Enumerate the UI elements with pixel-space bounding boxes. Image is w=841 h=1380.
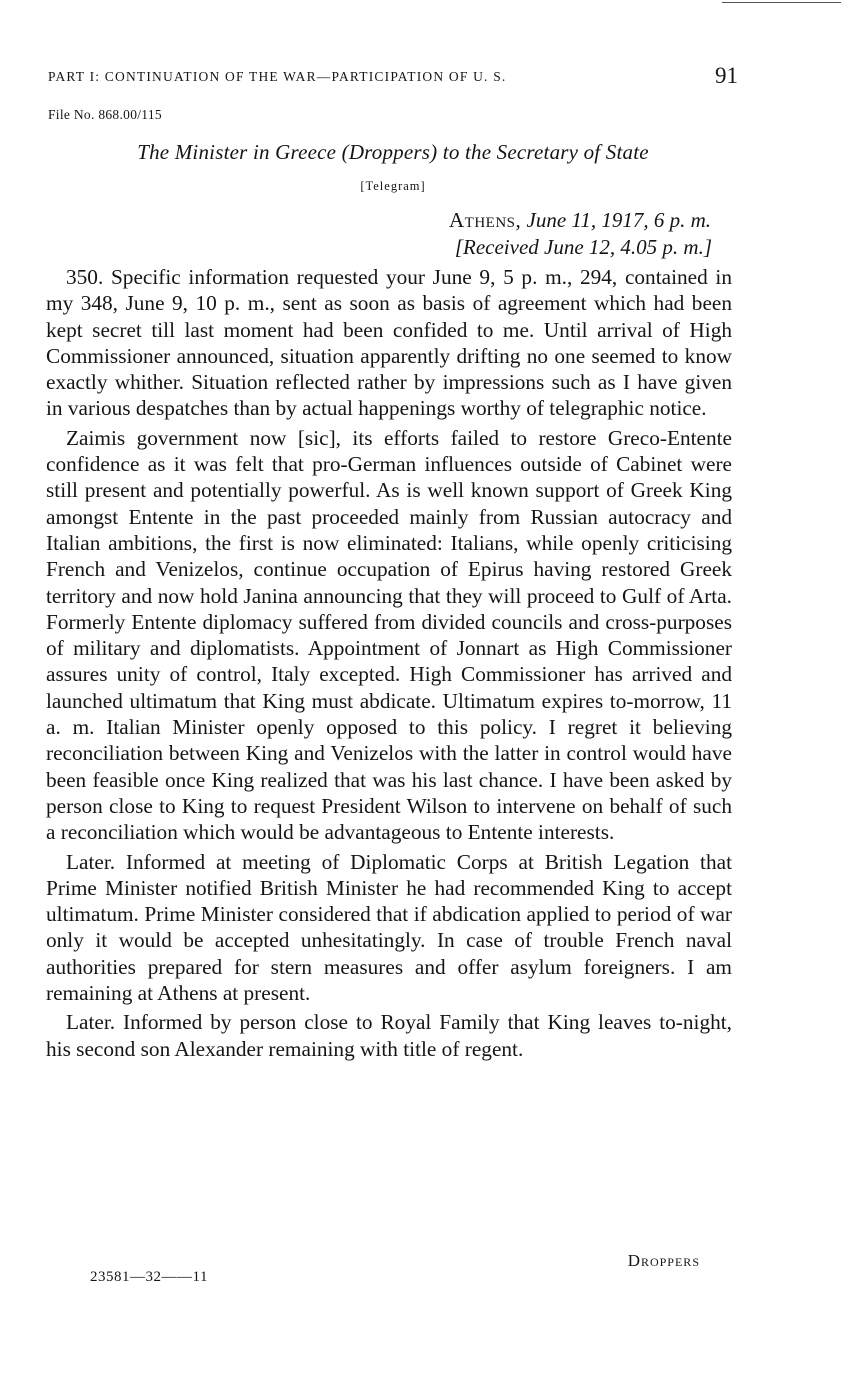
paragraph: Later. Informed by person close to Royal Family that King leaves to-night, his second son Alexander remaining with title of regent. bbox=[46, 1010, 732, 1061]
running-head bbox=[48, 63, 738, 96]
signature: Droppers bbox=[627, 1251, 700, 1270]
top-edge-rule bbox=[722, 2, 841, 3]
dateline-place: Athens, bbox=[449, 208, 522, 232]
telegram-body bbox=[46, 264, 732, 1065]
document-title: The Minister in Greece (Droppers) to the Secretary of State bbox=[137, 140, 649, 164]
page-number: 91 bbox=[715, 63, 738, 88]
file-number: File No. 868.00/115 bbox=[48, 107, 162, 122]
paragraph: 350. Specific information requested your June 9, 5 p. m., 294, contained in my 348, June 9, 10 p. m., sent as soon as basis of agreement which had been kept secret till last moment had been confided to me. Until arrival of High Commissioner announced, situation apparently drifting no one seemed to know exactly whither. Situation reflected rather by impressions such as I have given in various despatches than by actual happenings worthy of telegraphic notice. bbox=[46, 265, 732, 421]
document-type: [Telegram] bbox=[360, 179, 426, 193]
paragraph: Zaimis government now [sic], its efforts failed to restore Greco-Entente confidence as it was felt that pro-German influences outside of Cabinet were still present and potentially powerful. As is well known support of Greek King amongst Entente in the past proceeded mainly from Russian autocracy and Italian ambitions, the first is now eliminated: Italians, while openly criticising French and Venizelos, continue occupation of Epirus having restored Greek territory and now hold Janina announcing that they will proceed to Gulf of Arta. Formerly Entente diplomacy suffered from divided councils and cross-purposes of military and diplomatists. Appointment of Jonnart as High Commissioner assures unity of control, Italy excepted. High Commissioner has arrived and launched ultimatum that King must abdicate. Ultimatum expires to-morrow, 11 a. m. Italian Minister openly opposed to this policy. I regret it believing reconciliation between King and Venizelos with the latter in control would have been feasible once King realized that was his last chance. I have been asked by person close to King to request President Wilson to intervene on behalf of such a reconciliation which would be advantageous to Entente interests. bbox=[46, 425, 732, 845]
dateline bbox=[449, 208, 711, 233]
received-line: [Received June 12, 4.05 p. m.] bbox=[454, 235, 712, 259]
running-head-text: PART I: CONTINUATION OF THE WAR—PARTICIPATION OF U. S. bbox=[48, 69, 507, 84]
paragraph: Later. Informed at meeting of Diplomatic Corps at British Legation that Prime Minister notified British Minister he had recommended King to accept ultimatum. Prime Minister considered that if abdication applied to period of war only it would be accepted unhesitatingly. In case of trouble French naval authorities prepared for stern measures and offer asylum foreigners. I am remaining at Athens at present. bbox=[46, 849, 732, 1006]
print-code: 23581—32——11 bbox=[90, 1269, 208, 1285]
dateline-date: June 11, 1917, 6 p. m. bbox=[526, 208, 711, 232]
